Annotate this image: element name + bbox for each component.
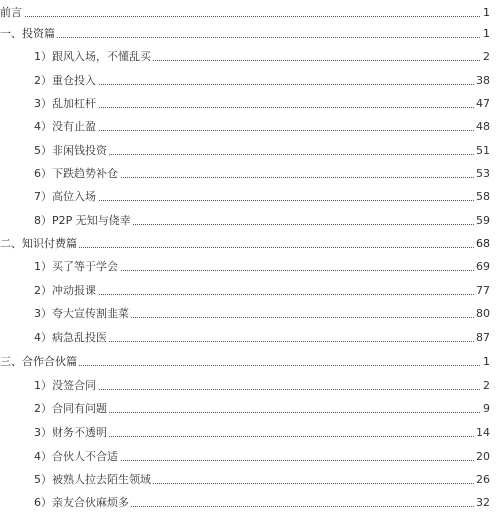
toc-entry-page: 20 — [476, 450, 490, 463]
toc-item-entry[interactable] — [0, 259, 500, 275]
toc-entry-title: 1）没签合同 — [34, 379, 96, 392]
dot-leader — [36, 200, 490, 201]
toc-item-entry[interactable] — [0, 143, 500, 159]
toc-entry-title: 3）财务不透明 — [34, 426, 107, 439]
toc-item-entry[interactable] — [0, 449, 500, 465]
toc-entry-title: 6）亲友合伙麻烦多 — [34, 496, 129, 509]
toc-entry-page: 58 — [476, 190, 490, 203]
toc-entry-title: 1）跟风入场，不懂乱买 — [34, 50, 151, 63]
toc-section-entry[interactable] — [0, 354, 500, 370]
dot-leader — [36, 107, 490, 108]
toc-section-entry[interactable] — [0, 236, 500, 252]
toc-entry-page: 9 — [483, 402, 490, 415]
toc-entry-title: 1）买了等于学会 — [34, 260, 118, 273]
toc-entry-page: 80 — [476, 307, 490, 320]
toc-entry-page: 68 — [476, 237, 490, 250]
toc-item-entry[interactable] — [0, 119, 500, 135]
toc-entry-title: 2）冲动报课 — [34, 284, 96, 297]
toc-item-entry[interactable] — [0, 166, 500, 182]
dot-leader — [36, 294, 490, 295]
toc-entry-page: 14 — [476, 426, 490, 439]
toc-item-entry[interactable] — [0, 472, 500, 488]
toc-entry-title: 3）乱加杠杆 — [34, 97, 96, 110]
toc-entry-page: 87 — [476, 331, 490, 344]
toc-entry-page: 59 — [476, 214, 490, 227]
toc-entry-page: 53 — [476, 167, 490, 180]
toc-entry-page: 51 — [476, 144, 490, 157]
toc-item-entry[interactable] — [0, 401, 500, 417]
toc-entry-page: 2 — [483, 50, 490, 63]
dot-leader — [36, 389, 490, 390]
toc-entry-title: 一、投资篇 — [0, 27, 55, 40]
toc-item-entry[interactable] — [0, 96, 500, 112]
toc-item-entry[interactable] — [0, 378, 500, 394]
toc-item-entry[interactable] — [0, 283, 500, 299]
toc-entry-page: 1 — [483, 355, 490, 368]
toc-entry-title: 前言 — [0, 6, 22, 19]
toc-entry-title: 二、知识付费篇 — [0, 237, 77, 250]
toc-section-entry[interactable] — [0, 5, 500, 21]
toc-entry-page: 48 — [476, 120, 490, 133]
toc-entry-title: 3）夸大宣传割韭菜 — [34, 307, 129, 320]
toc-entry-page: 32 — [476, 496, 490, 509]
toc-entry-page: 47 — [476, 97, 490, 110]
toc-entry-title: 2）重仓投入 — [34, 74, 96, 87]
toc-entry-page: 77 — [476, 284, 490, 297]
dot-leader — [36, 84, 490, 85]
dot-leader — [2, 37, 490, 38]
toc-item-entry[interactable] — [0, 425, 500, 441]
toc-entry-title: 6）下跌趋势补仓 — [34, 167, 118, 180]
toc-entry-title: 4）合伙人不合适 — [34, 450, 118, 463]
toc-entry-page: 1 — [483, 6, 490, 19]
toc-item-entry[interactable] — [0, 49, 500, 65]
toc-item-entry[interactable] — [0, 495, 500, 511]
toc-entry-page: 26 — [476, 473, 490, 486]
toc-section-entry[interactable] — [0, 26, 500, 42]
toc-entry-title: 2）合同有问题 — [34, 402, 107, 415]
toc-entry-title: 5）非闲钱投资 — [34, 144, 107, 157]
toc-entry-title: 4）没有止盈 — [34, 120, 96, 133]
toc-entry-page: 2 — [483, 379, 490, 392]
toc-entry-title: 5）被熟人拉去陌生领域 — [34, 473, 151, 486]
toc-entry-title: 8）P2P 无知与侥幸 — [34, 214, 131, 227]
toc-entry-page: 69 — [476, 260, 490, 273]
toc-entry-title: 7）高位入场 — [34, 190, 96, 203]
toc-item-entry[interactable] — [0, 189, 500, 205]
toc-item-entry[interactable] — [0, 306, 500, 322]
toc-item-entry[interactable] — [0, 330, 500, 346]
toc-entry-page: 38 — [476, 74, 490, 87]
toc-entry-page: 1 — [483, 27, 490, 40]
dot-leader — [36, 130, 490, 131]
dot-leader — [2, 16, 490, 17]
toc-entry-title: 4）病急乱投医 — [34, 331, 107, 344]
toc-item-entry[interactable] — [0, 73, 500, 89]
toc-entry-title: 三、合作合伙篇 — [0, 355, 77, 368]
toc-item-entry[interactable] — [0, 213, 500, 229]
